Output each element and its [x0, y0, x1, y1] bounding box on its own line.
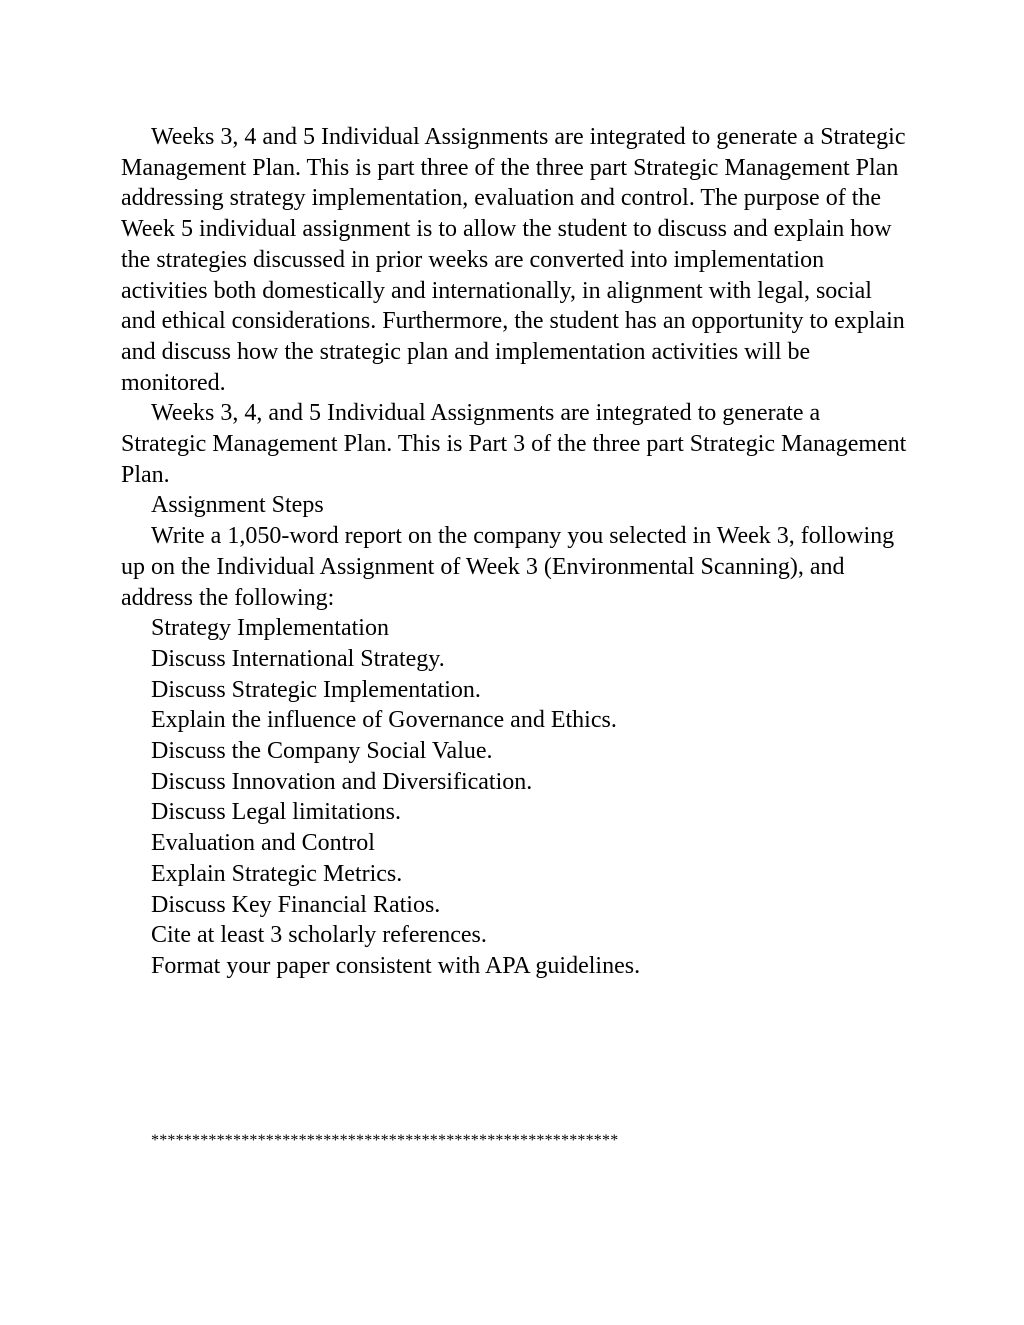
- list-item: Explain Strategic Metrics.: [151, 860, 403, 887]
- document-body: [121, 122, 911, 982]
- section-heading-strategy-implementation: Strategy Implementation: [151, 615, 389, 642]
- summary-paragraph: Weeks 3, 4, and 5 Individual Assignments are integrated to generate a Strategic Management Plan. This is Part 3 of the three part Strategic Management Plan.: [121, 400, 907, 488]
- list-item: Cite at least 3 scholarly references.: [151, 922, 487, 949]
- intro-paragraph: Weeks 3, 4 and 5 Individual Assignments are integrated to generate a Strategic Management Plan. This is part three of the three part Strategic Management Plan addressing strategy implementation, evaluation and control. The purpose of the Week 5 individual assignment is to allow the student to discuss and explain how the strategies discussed in prior weeks are converted into implementation activities both domestically and internationally, in alignment with legal, social and ethical considerations. Furthermore, the student has an opportunity to explain and discuss how the strategic plan and implementation activities will be monitored.: [121, 124, 906, 396]
- list-item: Discuss Strategic Implementation.: [151, 676, 481, 703]
- asterisk-separator: *********************************************************: [151, 1132, 619, 1149]
- section-heading-evaluation-and-control: Evaluation and Control: [151, 830, 375, 857]
- list-item: Discuss Legal limitations.: [151, 799, 401, 826]
- steps-heading: Assignment Steps: [151, 492, 324, 519]
- list-item: Discuss International Strategy.: [151, 645, 445, 672]
- list-item: Explain the influence of Governance and Ethics.: [151, 707, 617, 734]
- list-item: Discuss Innovation and Diversification.: [151, 768, 533, 795]
- steps-intro-paragraph: Write a 1,050-word report on the company you selected in Week 3, following up on the Individual Assignment of Week 3 (Environmental Scanning), and address the following:: [121, 523, 895, 611]
- list-item: Discuss the Company Social Value.: [151, 738, 493, 765]
- list-item: Format your paper consistent with APA guidelines.: [151, 952, 641, 979]
- list-item: Discuss Key Financial Ratios.: [151, 891, 441, 918]
